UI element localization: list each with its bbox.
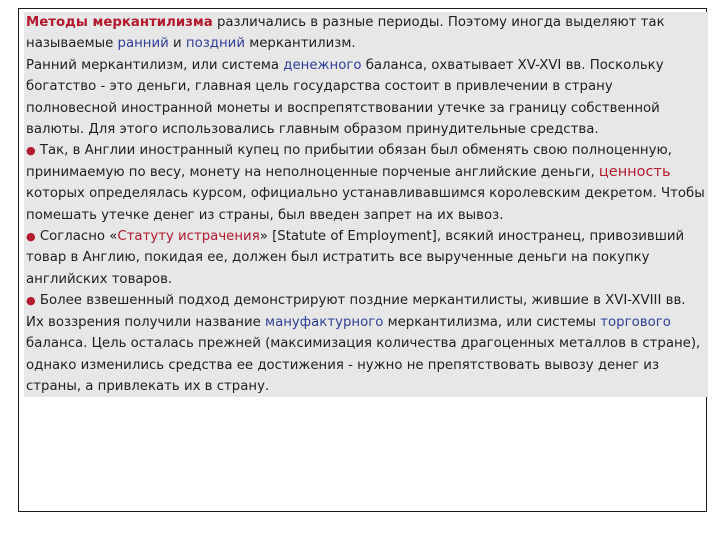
text-run: Согласно «: [39, 229, 118, 245]
text-run: которых определялась курсом, официально устанавливавшимся королевским декретом. Чтобы помешать утечке денег из страны, был введен запрет на их вывоз.: [26, 186, 705, 223]
term-early: ранний: [117, 36, 169, 52]
paragraph-early-mercantilism: [26, 55, 706, 141]
term-methods-of-mercantilism: Методы меркантилизма: [26, 15, 213, 30]
text-run: и: [168, 36, 186, 52]
text-run: баланса, охватывает XV-XVI вв. Поскольку богатство - это деньги, главная цель государства состоит в привлечении в страну полновесной иностранной монеты и воспрепятствовании утечке за границу собственной валюты. Для этого использовались главным образом принудительные средства.: [26, 57, 664, 138]
text-box: [24, 12, 708, 397]
term-trade: торгового: [600, 314, 671, 330]
text-run: меркантилизма, или системы: [383, 314, 601, 330]
bullet-icon: ●: [26, 294, 36, 308]
text-run: баланса. Цель осталась прежней (максимизация количества драгоценных металлов в стране), однако изменились средства ее достижения - нужно не препятствовать вывозу денег из страны, а привлекать их в страну.: [26, 336, 701, 394]
bullet-icon: ●: [26, 144, 36, 158]
text-run: различались в разные периоды. Поэтому иногда выделяют так называемые: [26, 15, 665, 52]
bullet-icon: ●: [26, 230, 36, 244]
term-statute: Статуту истрачения: [117, 229, 260, 245]
text-run: меркантилизм.: [244, 36, 356, 52]
text-run: Более взвешенный подход демонстрируют поздние меркантилисты, жившие в XVI-XVIII вв. Их воззрения получили название: [26, 293, 686, 330]
term-value: ценность: [598, 163, 671, 180]
paragraph-intro: [26, 12, 706, 55]
paragraph-late-mercantilism: [26, 290, 706, 397]
text-run: Ранний меркантилизм, или система: [26, 57, 284, 73]
text-run: » [Statute of Employment], всякий иностранец, привозивший товар в Англию, покидая ее, должен был истратить все вырученные деньги на покупку английских товаров.: [26, 229, 685, 287]
term-manufacturing: мануфактурного: [265, 314, 384, 330]
paragraph-statute: [26, 226, 706, 290]
text-run: Так, в Англии иностранный купец по прибытии обязан был обменять свою полноценную, принимаемую по весу, монету на неполноценные порченые английские деньги,: [26, 143, 672, 180]
paragraph-england: [26, 140, 706, 226]
term-late: поздний: [185, 36, 245, 52]
term-monetary: денежного: [283, 57, 362, 73]
